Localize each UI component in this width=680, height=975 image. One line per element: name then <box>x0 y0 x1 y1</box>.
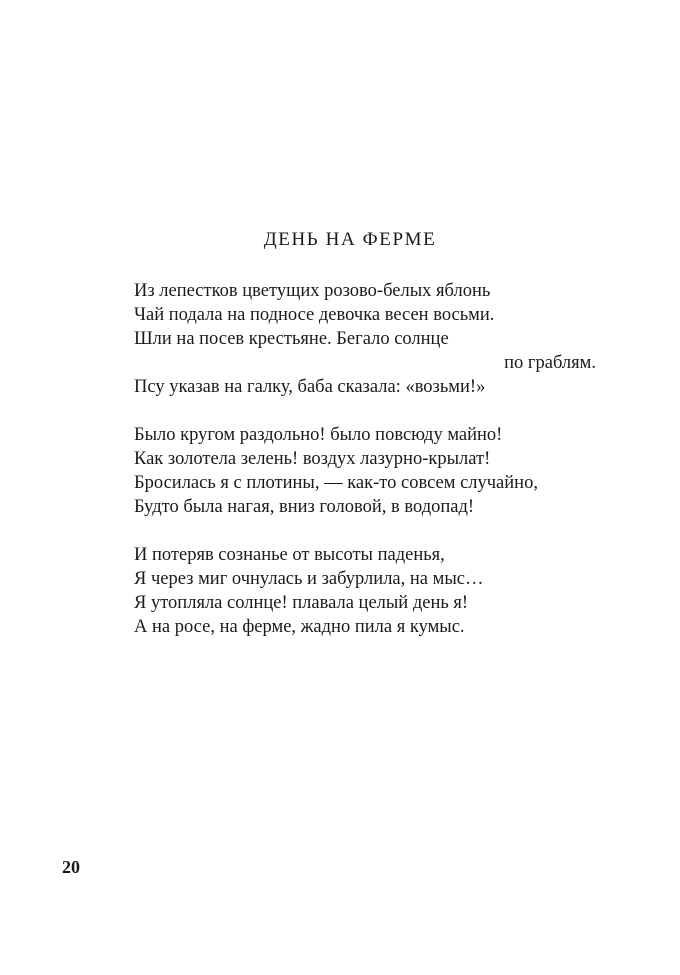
poem-line: Было кругом раздольно! было повсюду майно! <box>134 425 503 445</box>
poem-line: Я через миг очнулась и забурлила, на мыс… <box>134 569 484 589</box>
poem-title: ДЕНЬ НА ФЕРМЕ <box>263 229 437 250</box>
poem-line: Из лепестков цветущих розово-белых яблонь <box>134 281 491 301</box>
poem-line: А на росе, на ферме, жадно пила я кумыс. <box>134 617 465 637</box>
poem-body <box>134 279 604 663</box>
stanza-1 <box>134 279 604 399</box>
poem-line: Чай подала на подносе девочка весен восьми. <box>134 305 495 325</box>
poem-line: Будто была нагая, вниз головой, в водопад! <box>134 497 475 517</box>
poem-line: И потеряв сознанье от высоты паденья, <box>134 545 445 565</box>
page-number: 20 <box>62 857 80 877</box>
poem-line: Я утопляла солнце! плавала целый день я! <box>134 593 469 613</box>
stanza-2 <box>134 423 604 519</box>
poem-line: Шли на посев крестьяне. Бегало солнце <box>134 329 449 349</box>
poem-line-continuation: по граблям. <box>504 353 596 373</box>
poem-line: Как золотела зелень! воздух лазурно-крылат! <box>134 449 491 469</box>
poem-line: Псу указав на галку, баба сказала: «возьми!» <box>134 377 486 397</box>
poem-line: Бросилась я с плотины, — как-то совсем случайно, <box>134 473 538 493</box>
stanza-3 <box>134 543 604 639</box>
